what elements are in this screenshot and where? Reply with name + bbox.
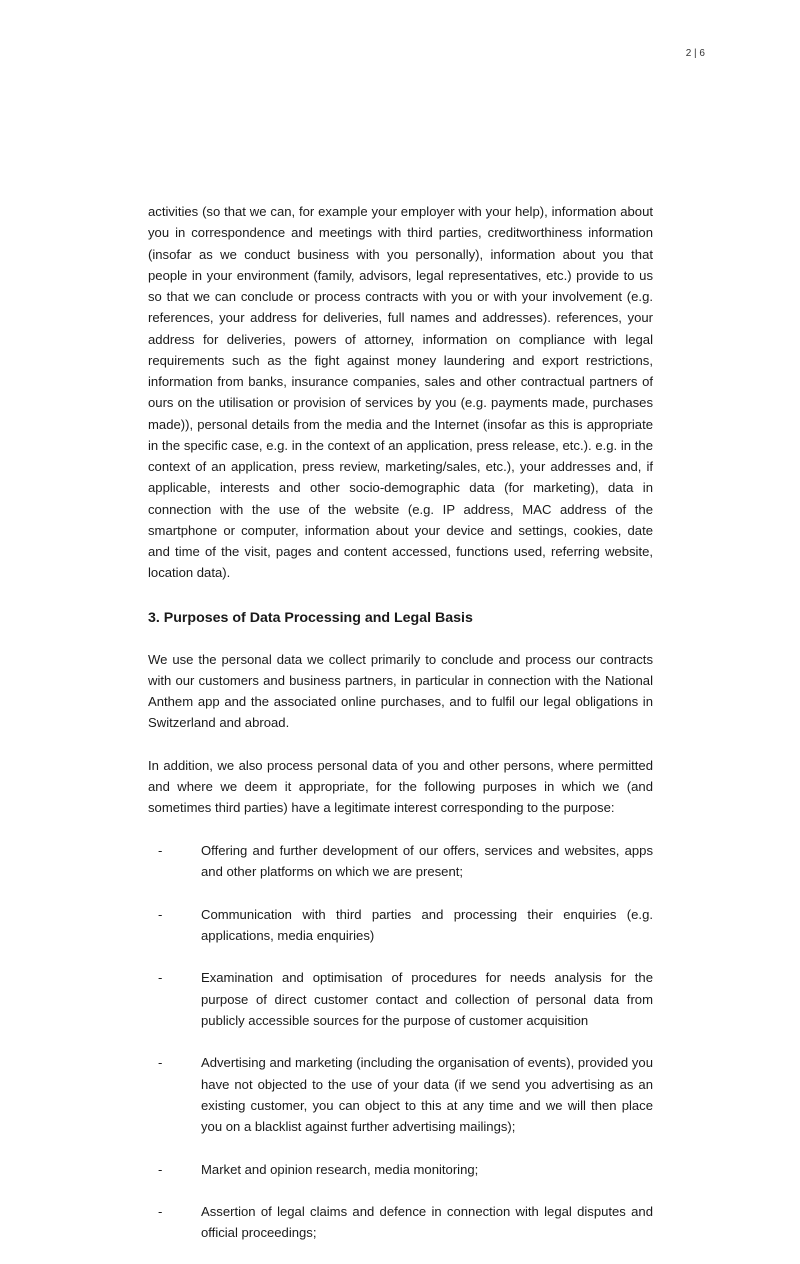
list-item [148,1052,653,1137]
bullet-dash: - [158,842,163,858]
page-number: 2 | 6 [685,48,705,59]
bullet-dash: - [158,1055,163,1071]
bullet-dash: - [158,906,163,922]
list-item-text: Offering and further development of our offers, services and websites, apps and other platforms on which we are present; [201,842,653,879]
list-item-text: Examination and optimisation of procedures for needs analysis for the purpose of direct customer contact and collection of personal data from publicly accessible sources for the purpose of customer acquisition [201,970,653,1028]
list-item [148,904,653,947]
list-item-text: Communication with third parties and processing their enquiries (e.g. applications, media enquiries) [201,906,653,943]
section-heading: 3. Purposes of Data Processing and Legal Basis [148,609,473,626]
list-item [148,840,653,883]
list-item [148,967,653,1031]
body-paragraph: We use the personal data we collect primarily to conclude and process our contracts with our customers and business partners, in particular in connection with the National Anthem app and the associated online purchases, and to fulfil our legal obligations in Switzerland and abroad. [148,651,653,731]
bullet-dash: - [158,970,163,986]
bullet-dash: - [158,1204,163,1219]
list-item-text: Assertion of legal claims and defence in connection with legal disputes and official proceedings; [201,1204,653,1241]
bullet-dash: - [158,1161,163,1177]
list-item [148,1159,653,1180]
list-item-text: Advertising and marketing (including the organisation of events), provided you have not objected to the use of your data (if we send you advertising as an existing customer, you can object to this at any time and we will then place you on a blacklist against further advertising mailings); [201,1055,653,1134]
body-paragraph: In addition, we also process personal data of you and other persons, where permitted and where we deem it appropriate, for the following purposes in which we (and sometimes third parties) have a legitimate interest corresponding to the purpose: [148,757,653,816]
continued-paragraph: activities (so that we can, for example your employer with your help), information about you in correspondence and meetings with third parties, creditworthiness information (insofar as we conduct business with you personally), information about you that people in your environment (family, advisors, legal representatives, etc.) provide to us so that we can conclude or process contracts with you or with your involvement (e.g. references, your address for deliveries, full names and addresses). references, your address for deliveries, powers of attorney, information on compliance with legal requirements such as the fight against money laundering and export restrictions, information from banks, insurance companies, sales and other contractual partners of ours on the utilisation or provision of services by you (e.g. payments made, purchases made)), personal details from the media and the Internet (insofar as this is appropriate in the specific case, e.g. in the context of an application, press release, etc.). e.g. in the context of an application, press review, marketing/sales, etc.), your addresses and, if applicable, interests and other socio-demographic data (for marketing), data in connection with the use of the website (e.g. IP address, MAC address of the smartphone or computer, information about your device and settings, cookies, date and time of the visit, pages and content accessed, functions used, referring website, location data). [148,204,653,581]
list-item-text: Market and opinion research, media monitoring; [201,1161,479,1177]
list-item [148,1201,653,1244]
